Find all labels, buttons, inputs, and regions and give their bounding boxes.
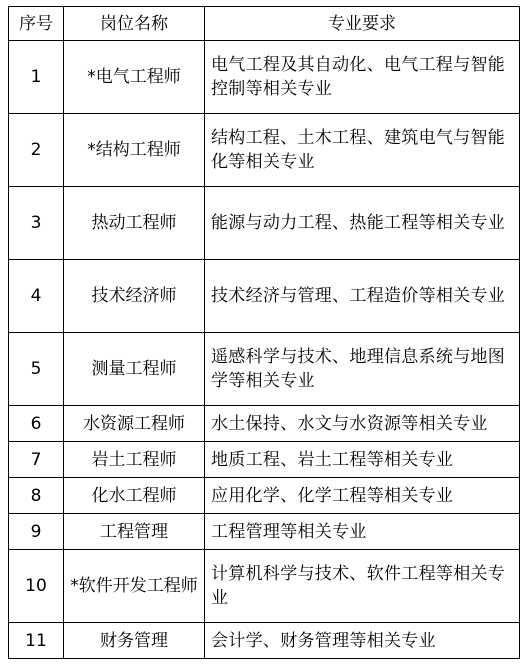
row-requirement: 遥感科学与技术、地理信息系统与地图学等相关专业 — [205, 333, 520, 406]
row-requirement: 电气工程及其自动化、电气工程与智能控制等相关专业 — [205, 41, 520, 114]
row-requirement: 结构工程、土木工程、建筑电气与智能化等相关专业 — [205, 114, 520, 187]
table-row — [9, 333, 520, 406]
header-position: 岗位名称 — [64, 7, 205, 41]
row-seq: 1 — [9, 41, 64, 114]
row-seq: 8 — [9, 478, 64, 514]
table-row — [9, 623, 520, 659]
table-row — [9, 260, 520, 333]
row-position: 技术经济师 — [64, 260, 205, 333]
row-seq: 7 — [9, 442, 64, 478]
table-header-row — [9, 7, 520, 41]
header-requirement: 专业要求 — [205, 7, 520, 41]
table-row — [9, 41, 520, 114]
table-row — [9, 550, 520, 623]
row-seq: 5 — [9, 333, 64, 406]
row-seq: 2 — [9, 114, 64, 187]
row-seq: 10 — [9, 550, 64, 623]
header-seq: 序号 — [9, 7, 64, 41]
row-requirement: 能源与动力工程、热能工程等相关专业 — [205, 187, 520, 260]
table-row — [9, 406, 520, 442]
row-requirement: 计算机科学与技术、软件工程等相关专业 — [205, 550, 520, 623]
row-seq: 9 — [9, 514, 64, 550]
table-row — [9, 514, 520, 550]
row-requirement: 工程管理等相关专业 — [205, 514, 520, 550]
table-row — [9, 114, 520, 187]
row-position: *软件开发工程师 — [64, 550, 205, 623]
row-seq: 4 — [9, 260, 64, 333]
row-requirement: 应用化学、化学工程等相关专业 — [205, 478, 520, 514]
row-position: 工程管理 — [64, 514, 205, 550]
row-position: 水资源工程师 — [64, 406, 205, 442]
job-requirements-table — [8, 6, 520, 659]
row-requirement: 水土保持、水文与水资源等相关专业 — [205, 406, 520, 442]
row-position: *电气工程师 — [64, 41, 205, 114]
row-position: 化水工程师 — [64, 478, 205, 514]
row-position: 热动工程师 — [64, 187, 205, 260]
table-row — [9, 442, 520, 478]
row-position: 测量工程师 — [64, 333, 205, 406]
row-seq: 11 — [9, 623, 64, 659]
table-row — [9, 478, 520, 514]
row-seq: 3 — [9, 187, 64, 260]
row-position: *结构工程师 — [64, 114, 205, 187]
row-requirement: 会计学、财务管理等相关专业 — [205, 623, 520, 659]
row-requirement: 地质工程、岩土工程等相关专业 — [205, 442, 520, 478]
row-seq: 6 — [9, 406, 64, 442]
row-position: 财务管理 — [64, 623, 205, 659]
table-row — [9, 187, 520, 260]
row-position: 岩土工程师 — [64, 442, 205, 478]
row-requirement: 技术经济与管理、工程造价等相关专业 — [205, 260, 520, 333]
